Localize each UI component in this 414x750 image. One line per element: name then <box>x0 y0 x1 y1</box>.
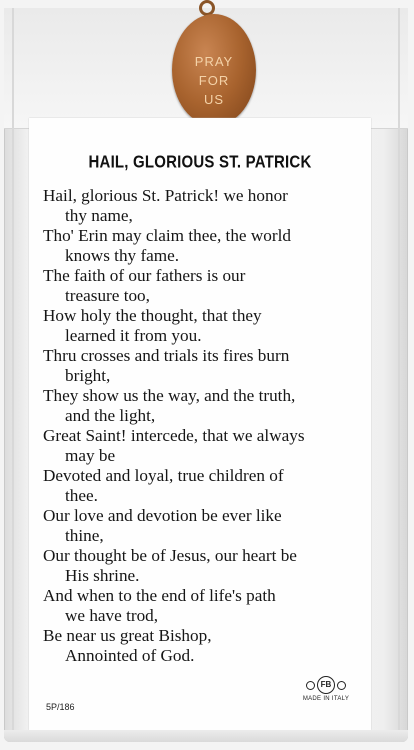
sleeve-bottom <box>4 730 408 742</box>
medal-line-1: PRAY <box>194 53 234 69</box>
verse <box>43 346 355 386</box>
medal-line-3: US <box>203 91 225 107</box>
verse-line: The faith of our fathers is our <box>43 266 246 285</box>
verse-line-indent: His shrine. <box>65 566 140 585</box>
verse-line: Be near us great Bishop, <box>43 626 212 645</box>
card-code: 5P/186 <box>46 702 75 712</box>
verse <box>43 506 355 546</box>
sleeve-seam-right <box>398 8 400 742</box>
verse <box>43 466 355 506</box>
verse <box>43 626 355 666</box>
sleeve-seam-left <box>12 8 14 742</box>
verse-line-indent: thine, <box>65 526 104 545</box>
verse-line: Our love and devotion be ever like <box>43 506 282 525</box>
verse-line-indent: Annointed of God. <box>65 646 195 665</box>
card-title: HAIL, GLORIOUS ST. PATRICK <box>88 152 312 173</box>
verse-line-indent: may be <box>65 446 116 465</box>
verse-list <box>43 186 355 666</box>
verse-line-indent: we have trod, <box>65 606 159 625</box>
prayer-card <box>29 118 371 730</box>
verse <box>43 306 355 346</box>
verse <box>43 426 355 466</box>
verse-line: They show us the way, and the truth, <box>43 386 296 405</box>
verse-line-indent: thee. <box>65 486 98 505</box>
maker-mark <box>298 675 354 702</box>
verse-line: Thru crosses and trials its fires burn <box>43 346 290 365</box>
verse-line: And when to the end of life's path <box>43 586 276 605</box>
verse <box>43 586 355 626</box>
verse-line: Great Saint! intercede, that we always <box>43 426 305 445</box>
verse-line-indent: treasure too, <box>65 286 150 305</box>
made-in-label: MADE IN ITALY <box>302 696 350 702</box>
verse-line: How holy the thought, that they <box>43 306 262 325</box>
verse-line-indent: bright, <box>65 366 111 385</box>
verse <box>43 546 355 586</box>
copyright-icon <box>306 681 315 690</box>
medal <box>172 14 256 126</box>
fb-logo-icon: FB <box>317 676 335 694</box>
verse-line: Devoted and loyal, true children of <box>43 466 284 485</box>
verse-line-indent: thy name, <box>65 206 133 225</box>
verse-line-indent: learned it from you. <box>65 326 202 345</box>
verse-line: Hail, glorious St. Patrick! we honor <box>43 186 288 205</box>
maker-logo-icon <box>298 675 354 695</box>
verse-line: Tho' Erin may claim thee, the world <box>43 226 291 245</box>
verse <box>43 266 355 306</box>
verse-line-indent: and the light, <box>65 406 156 425</box>
registered-icon <box>337 681 346 690</box>
verse <box>43 226 355 266</box>
medal-line-2: FOR <box>198 72 230 88</box>
verse-line-indent: knows thy fame. <box>65 246 180 265</box>
verse <box>43 386 355 426</box>
verse <box>43 186 355 226</box>
verse-line: Our thought be of Jesus, our heart be <box>43 546 297 565</box>
